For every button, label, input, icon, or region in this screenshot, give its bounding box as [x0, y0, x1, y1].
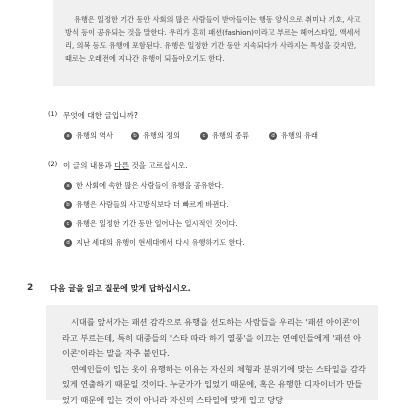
choice-d-marker-icon: d	[269, 132, 277, 140]
reading-passage-2	[46, 305, 378, 405]
passage-2-paragraph-2: 연예인들이 입는 옷이 유행하는 이유는 자신의 체형과 분위기에 맞는 스타일을 감각 있게 연출하기 때문일 것이다. 누군가가 입었기 때문에, 혹은 유행한 디자이너가 만들었기 때문에 입는 것이 아니라 자신의 스타일에 맞게 입고 당당	[62, 363, 366, 405]
choice-b[interactable]	[131, 131, 200, 141]
reading-passage-1	[53, 0, 375, 86]
choice-a-label: 유행의 역사	[76, 131, 114, 140]
option-d-label: 지난 세대의 유행이 현세대에서 다시 유행하기도 한다.	[76, 238, 245, 247]
choice-c-label: 유행의 종류	[212, 131, 250, 140]
choice-d[interactable]	[269, 131, 318, 141]
question-1-choices	[64, 131, 318, 141]
option-a[interactable]	[64, 181, 224, 191]
option-b[interactable]	[64, 200, 229, 210]
question-1-number: (1)	[48, 110, 58, 118]
passage-1-text: 유행은 일정한 기간 동안 사회의 많은 사람들이 받아들이는 행동 양식으로 취미나 기호, 사고방식 등이 공유되는 것을 말한다. 우리가 흔히 패션(fashion)이라고 부르는 헤어스타일, 액세서리, 의복 등도 유행에 포함된다. 유행은 일정한 기간 동안 지속되다가 사라지는 특성을 갖지만, 때로는 오래전에 지나간 유행이 되돌아오기도 한다.	[65, 15, 361, 63]
passage-2-paragraph-1: 시대를 앞서가는 패션 감각으로 유행을 선도하는 사람들을 우리는 '패션 아이콘'이라고 부르는데, 특히 대중들의 '스타 따라 하기 열풍'을 이끄는 연예인들에게 '패션 아이콘'이라는 말을 자주 붙인다.	[62, 317, 361, 359]
option-b-marker-icon: b	[64, 201, 72, 209]
option-d[interactable]	[64, 238, 245, 248]
choice-a-marker-icon: a	[64, 132, 72, 140]
section-2-number: 2	[27, 283, 34, 293]
option-c[interactable]	[64, 219, 238, 229]
section-2-title: 다음 글을 읽고 질문에 맞게 답하십시오.	[50, 284, 191, 293]
option-c-marker-icon: c	[64, 220, 72, 228]
underlined-keyword: 다른	[114, 161, 129, 170]
choice-a[interactable]	[64, 131, 131, 141]
question-1-text: 무엇에 대한 글입니까?	[63, 111, 138, 120]
question-2-number: (2)	[48, 160, 58, 168]
option-b-label: 유행은 사람들의 사고방식보다 더 빠르게 바뀐다.	[76, 200, 229, 209]
question-2-text: 이 글의 내용과 다른 것을 고르십시오.	[63, 161, 188, 170]
choice-d-label: 유행의 유래	[281, 131, 319, 140]
choice-c[interactable]	[200, 131, 269, 141]
option-d-marker-icon: d	[64, 239, 72, 247]
choice-b-label: 유행의 정의	[143, 131, 181, 140]
option-a-marker-icon: a	[64, 182, 72, 190]
option-c-label: 유행은 일정한 기간 동안 일어나는 일시적인 것이다.	[76, 219, 238, 228]
option-a-label: 한 사회에 속한 많은 사람들이 유행을 공유한다.	[76, 181, 224, 190]
choice-b-marker-icon: b	[131, 132, 139, 140]
choice-c-marker-icon: c	[200, 132, 208, 140]
